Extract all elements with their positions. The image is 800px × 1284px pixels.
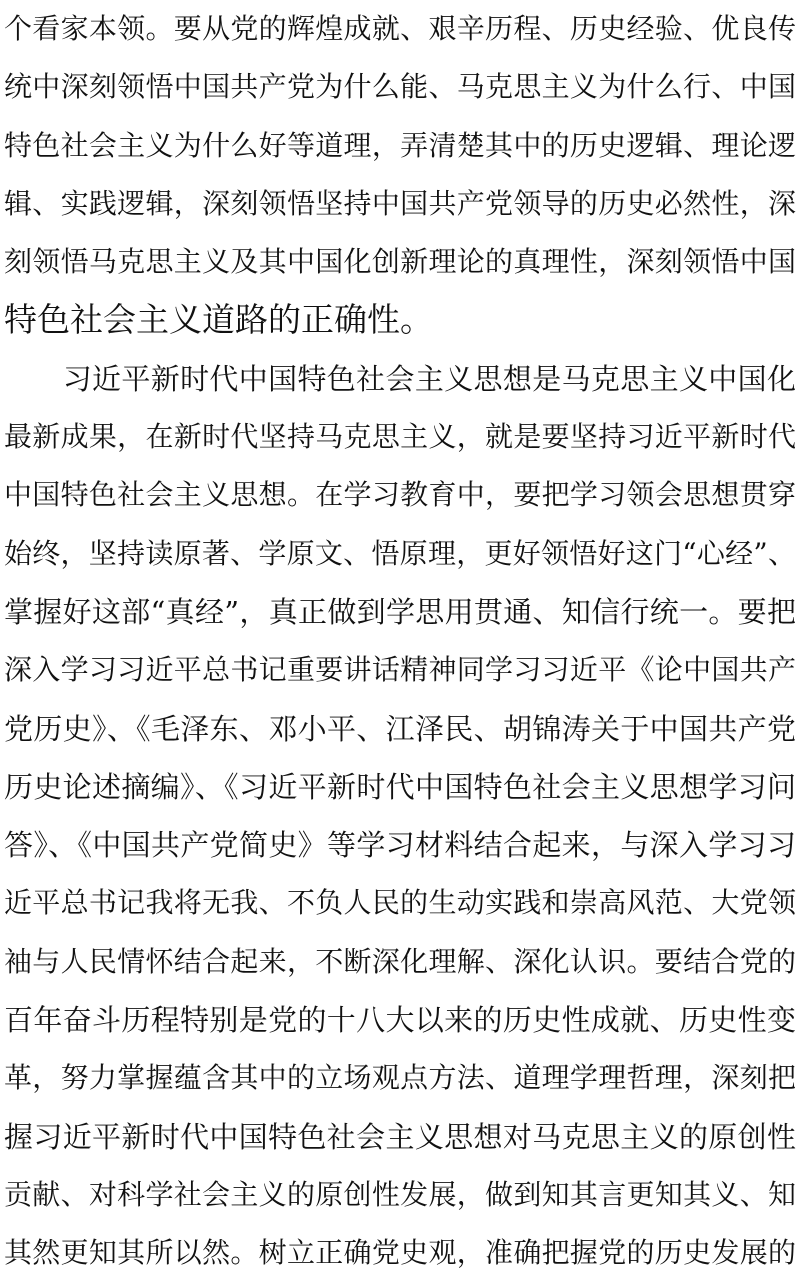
text-line: 中国特色社会主义思想。在学习教育中，要把学习领会思想贯穿 (4, 478, 796, 512)
text-line: 特色社会主义道路的正确性。 (4, 300, 433, 340)
text-line: 习近平新时代中国特色社会主义思想是马克思主义中国化 (4, 361, 796, 396)
text-line: 百年奋斗历程特别是党的十八大以来的历史性成就、历史性变 (4, 1003, 796, 1038)
text-line: 始终，坚持读原著、学原文、悟原理，更好领悟好这门“心经”、 (4, 536, 796, 570)
text-line: 党历史》、《毛泽东、邓小平、江泽民、胡锦涛关于中国共产党 (4, 711, 796, 746)
text-line: 辑、实践逻辑，深刻领悟坚持中国共产党领导的历史必然性，深 (4, 186, 796, 220)
body-text (4, 0, 796, 1283)
text-line: 最新成果，在新时代坚持马克思主义，就是要坚持习近平新时代 (4, 420, 796, 454)
text-line: 深入学习习近平总书记重要讲话精神同学习习近平《论中国共产 (4, 653, 796, 687)
text-line: 其然更知其所以然。树立正确党史观，准确把握党的历史发展的 (4, 1236, 796, 1270)
text-line: 个看家本领。要从党的辉煌成就、艰辛历程、历史经验、优良传 (4, 12, 796, 45)
text-line: 历史论述摘编》、《习近平新时代中国特色社会主义思想学习问 (4, 769, 796, 804)
text-line: 贡献、对科学社会主义的原创性发展，做到知其言更知其义、知 (4, 1177, 796, 1211)
text-line: 刻领悟马克思主义及其中国化创新理论的真理性，深刻领悟中国 (4, 245, 796, 279)
text-line: 掌握好这部“真经”，真正做到学思用贯通、知信行统一。要把 (4, 594, 796, 629)
text-line: 革，努力掌握蕴含其中的立场观点方法、道理学理哲理，深刻把 (4, 1061, 796, 1095)
text-line: 特色社会主义为什么好等道理，弄清楚其中的历史逻辑、理论逻 (4, 128, 796, 162)
text-line: 握习近平新时代中国特色社会主义思想对马克思主义的原创性 (4, 1119, 796, 1154)
text-line: 袖与人民情怀结合起来，不断深化理解、深化认识。要结合党的 (4, 944, 796, 978)
text-line: 答》、《中国共产党简史》等学习材料结合起来，与深入学习习 (4, 828, 796, 863)
text-line: 近平总书记我将无我、不负人民的生动实践和崇高风范、大党领 (4, 886, 796, 920)
text-line: 统中深刻领悟中国共产党为什么能、马克思主义为什么行、中国 (4, 70, 796, 104)
